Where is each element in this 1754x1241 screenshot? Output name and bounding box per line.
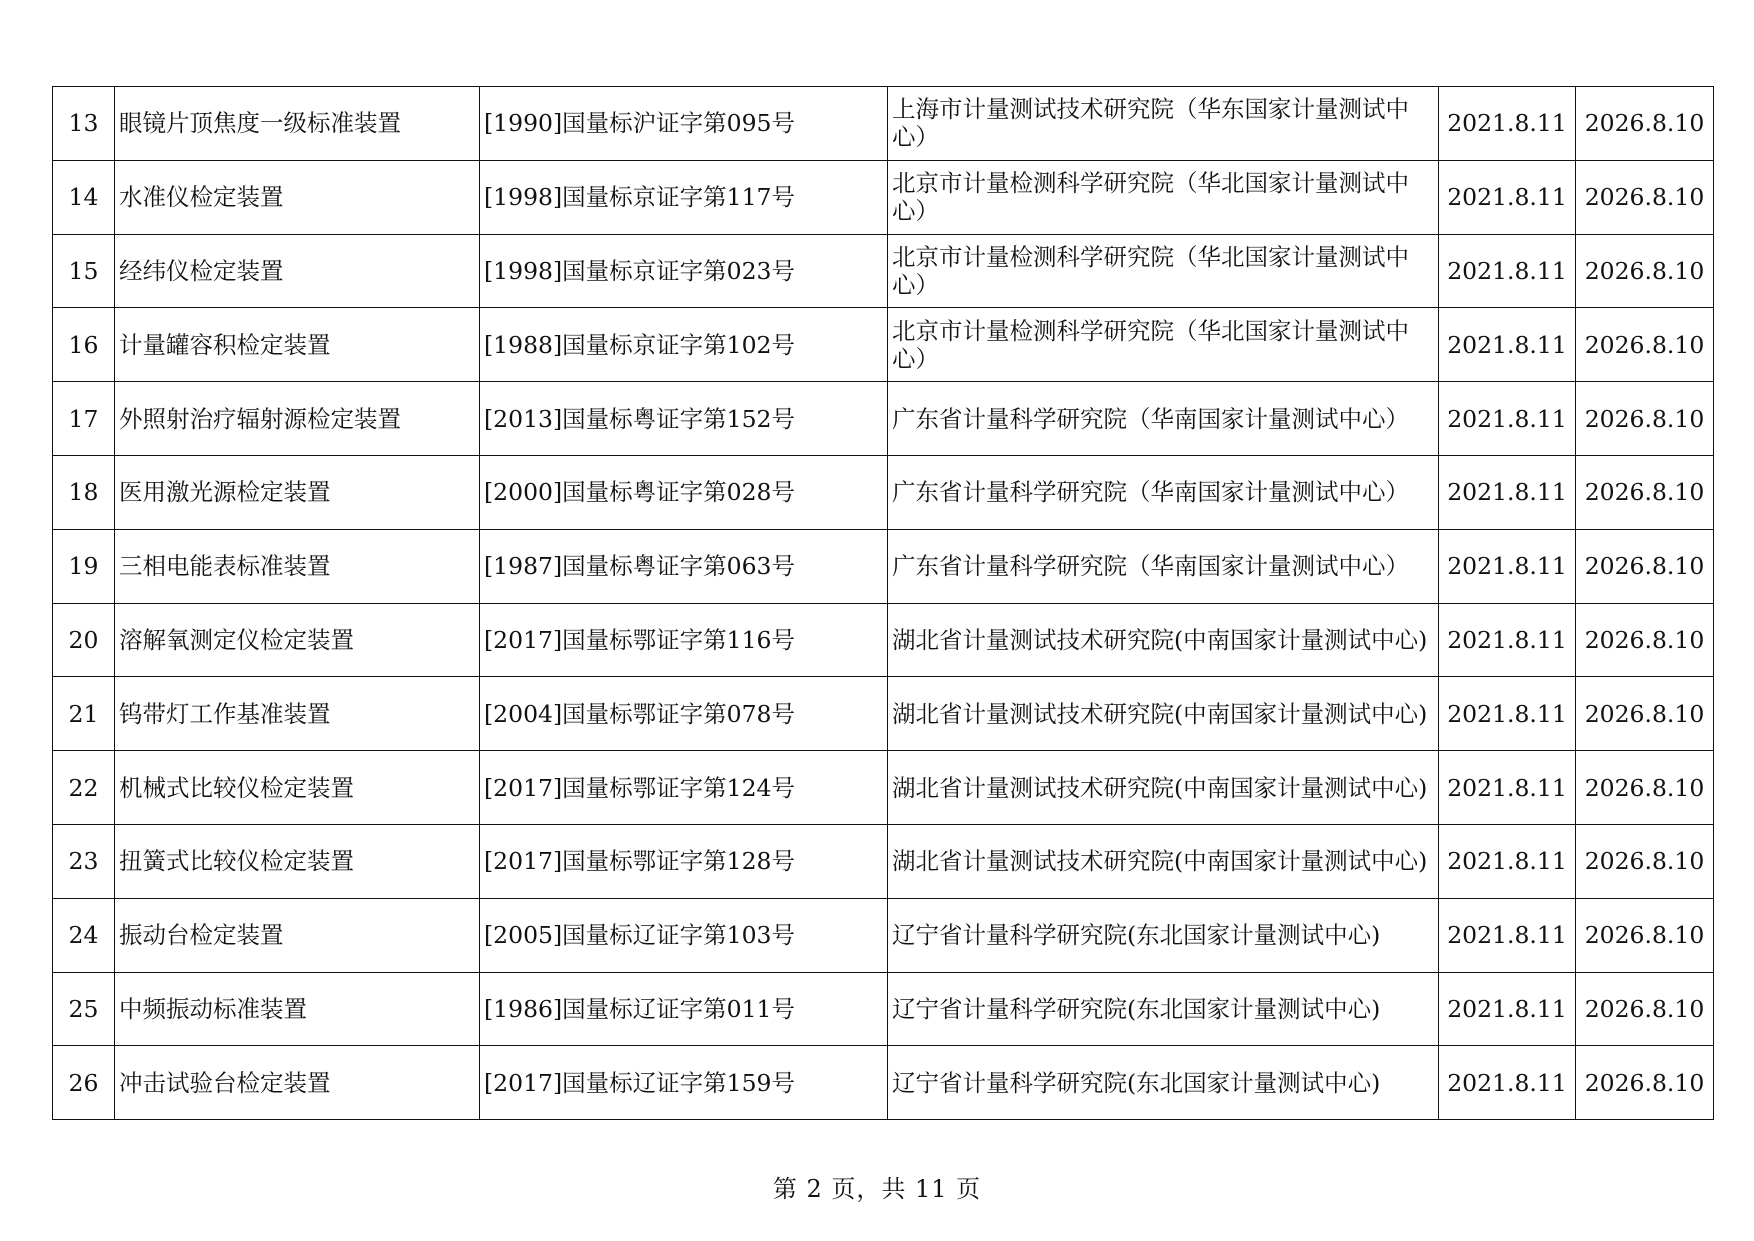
table-row [53, 308, 1714, 382]
valid-from-date: 2021.8.11 [1439, 898, 1576, 972]
device-name: 机械式比较仪检定装置 [115, 751, 480, 825]
row-number: 20 [53, 603, 115, 677]
device-name: 经纬仪检定装置 [115, 234, 480, 308]
row-number: 24 [53, 898, 115, 972]
valid-from-date: 2021.8.11 [1439, 455, 1576, 529]
certificate-number: [2005]国量标辽证字第103号 [480, 898, 888, 972]
valid-from-date: 2021.8.11 [1439, 1046, 1576, 1120]
valid-until-date: 2026.8.10 [1576, 1046, 1714, 1120]
organization: 广东省计量科学研究院（华南国家计量测试中心） [888, 382, 1439, 456]
organization: 北京市计量检测科学研究院（华北国家计量测试中心） [888, 160, 1439, 234]
organization: 广东省计量科学研究院（华南国家计量测试中心） [888, 455, 1439, 529]
certificate-number: [2004]国量标鄂证字第078号 [480, 677, 888, 751]
device-name: 钨带灯工作基准装置 [115, 677, 480, 751]
device-name: 外照射治疗辐射源检定装置 [115, 382, 480, 456]
device-name: 眼镜片顶焦度一级标准装置 [115, 87, 480, 161]
valid-from-date: 2021.8.11 [1439, 824, 1576, 898]
certificate-number: [2017]国量标鄂证字第128号 [480, 824, 888, 898]
valid-until-date: 2026.8.10 [1576, 824, 1714, 898]
certificate-number: [1987]国量标粤证字第063号 [480, 529, 888, 603]
standards-table-body [53, 87, 1714, 1120]
valid-until-date: 2026.8.10 [1576, 160, 1714, 234]
table-row [53, 1046, 1714, 1120]
valid-until-date: 2026.8.10 [1576, 382, 1714, 456]
valid-until-date: 2026.8.10 [1576, 898, 1714, 972]
table-row [53, 529, 1714, 603]
device-name: 溶解氧测定仪检定装置 [115, 603, 480, 677]
organization: 上海市计量测试技术研究院（华东国家计量测试中心） [888, 87, 1439, 161]
row-number: 14 [53, 160, 115, 234]
row-number: 22 [53, 751, 115, 825]
valid-from-date: 2021.8.11 [1439, 160, 1576, 234]
valid-until-date: 2026.8.10 [1576, 455, 1714, 529]
row-number: 15 [53, 234, 115, 308]
organization: 湖北省计量测试技术研究院(中南国家计量测试中心) [888, 677, 1439, 751]
table-row [53, 234, 1714, 308]
table-row [53, 603, 1714, 677]
device-name: 水准仪检定装置 [115, 160, 480, 234]
valid-until-date: 2026.8.10 [1576, 677, 1714, 751]
valid-until-date: 2026.8.10 [1576, 751, 1714, 825]
valid-from-date: 2021.8.11 [1439, 529, 1576, 603]
certificate-number: [1998]国量标京证字第117号 [480, 160, 888, 234]
row-number: 19 [53, 529, 115, 603]
valid-from-date: 2021.8.11 [1439, 603, 1576, 677]
organization: 湖北省计量测试技术研究院(中南国家计量测试中心) [888, 603, 1439, 677]
valid-from-date: 2021.8.11 [1439, 308, 1576, 382]
device-name: 扭簧式比较仪检定装置 [115, 824, 480, 898]
valid-until-date: 2026.8.10 [1576, 603, 1714, 677]
organization: 辽宁省计量科学研究院(东北国家计量测试中心) [888, 898, 1439, 972]
row-number: 26 [53, 1046, 115, 1120]
organization: 广东省计量科学研究院（华南国家计量测试中心） [888, 529, 1439, 603]
valid-from-date: 2021.8.11 [1439, 382, 1576, 456]
valid-from-date: 2021.8.11 [1439, 87, 1576, 161]
organization: 辽宁省计量科学研究院(东北国家计量测试中心) [888, 972, 1439, 1046]
certificate-number: [2000]国量标粤证字第028号 [480, 455, 888, 529]
valid-from-date: 2021.8.11 [1439, 234, 1576, 308]
certificate-number: [2017]国量标鄂证字第124号 [480, 751, 888, 825]
certificate-number: [1988]国量标京证字第102号 [480, 308, 888, 382]
row-number: 18 [53, 455, 115, 529]
row-number: 13 [53, 87, 115, 161]
device-name: 三相电能表标准装置 [115, 529, 480, 603]
table-row [53, 824, 1714, 898]
device-name: 医用激光源检定装置 [115, 455, 480, 529]
valid-until-date: 2026.8.10 [1576, 87, 1714, 161]
row-number: 25 [53, 972, 115, 1046]
row-number: 21 [53, 677, 115, 751]
table-row [53, 382, 1714, 456]
valid-from-date: 2021.8.11 [1439, 972, 1576, 1046]
table-row [53, 160, 1714, 234]
organization: 北京市计量检测科学研究院（华北国家计量测试中心） [888, 308, 1439, 382]
device-name: 计量罐容积检定装置 [115, 308, 480, 382]
device-name: 中频振动标准装置 [115, 972, 480, 1046]
row-number: 17 [53, 382, 115, 456]
valid-until-date: 2026.8.10 [1576, 308, 1714, 382]
row-number: 16 [53, 308, 115, 382]
page-footer [0, 1174, 1754, 1204]
valid-from-date: 2021.8.11 [1439, 677, 1576, 751]
table-row [53, 455, 1714, 529]
certificate-number: [1986]国量标辽证字第011号 [480, 972, 888, 1046]
organization: 湖北省计量测试技术研究院(中南国家计量测试中心) [888, 824, 1439, 898]
table-row [53, 87, 1714, 161]
row-number: 23 [53, 824, 115, 898]
valid-from-date: 2021.8.11 [1439, 751, 1576, 825]
table-row [53, 751, 1714, 825]
valid-until-date: 2026.8.10 [1576, 529, 1714, 603]
certificate-number: [1990]国量标沪证字第095号 [480, 87, 888, 161]
organization: 辽宁省计量科学研究院(东北国家计量测试中心) [888, 1046, 1439, 1120]
table-row [53, 972, 1714, 1046]
certificate-number: [2013]国量标粤证字第152号 [480, 382, 888, 456]
valid-until-date: 2026.8.10 [1576, 234, 1714, 308]
device-name: 振动台检定装置 [115, 898, 480, 972]
table-row [53, 677, 1714, 751]
table-row [53, 898, 1714, 972]
certificate-number: [1998]国量标京证字第023号 [480, 234, 888, 308]
device-name: 冲击试验台检定装置 [115, 1046, 480, 1120]
certificate-number: [2017]国量标辽证字第159号 [480, 1046, 888, 1120]
page-number-text: 第 2 页，共 11 页 [772, 1175, 982, 1203]
certificate-number: [2017]国量标鄂证字第116号 [480, 603, 888, 677]
standards-table [52, 86, 1714, 1120]
valid-until-date: 2026.8.10 [1576, 972, 1714, 1046]
organization: 北京市计量检测科学研究院（华北国家计量测试中心） [888, 234, 1439, 308]
organization: 湖北省计量测试技术研究院(中南国家计量测试中心) [888, 751, 1439, 825]
